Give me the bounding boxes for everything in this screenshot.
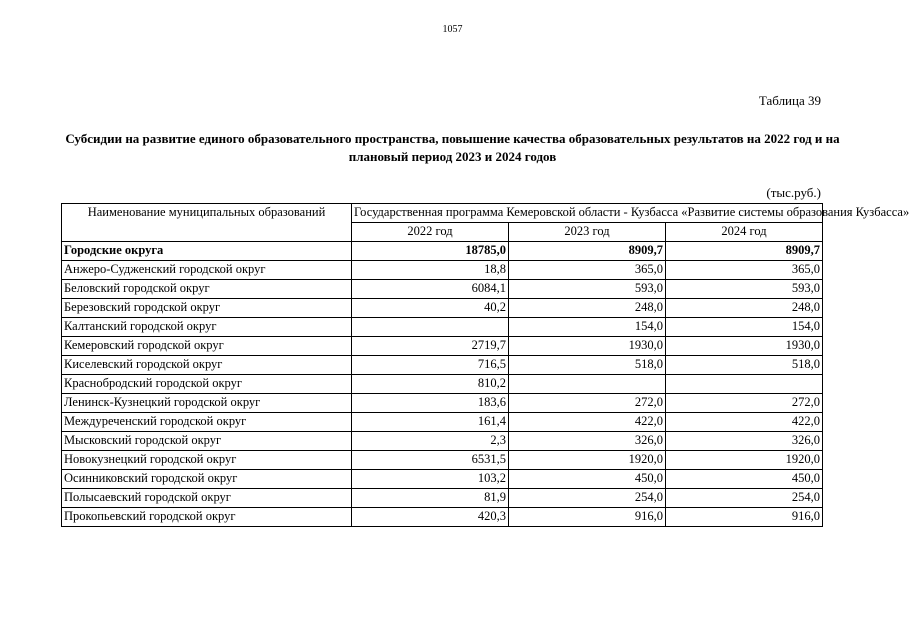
value-2022-cell: 183,6 bbox=[352, 394, 509, 413]
value-2023-cell: 326,0 bbox=[509, 432, 666, 451]
value-2023-cell: 154,0 bbox=[509, 318, 666, 337]
municipality-name-cell: Калтанский городской округ bbox=[62, 318, 352, 337]
value-2024-cell: 326,0 bbox=[666, 432, 823, 451]
value-2024-cell: 916,0 bbox=[666, 508, 823, 527]
municipality-name-cell: Прокопьевский городской округ bbox=[62, 508, 352, 527]
value-2023-cell: 518,0 bbox=[509, 356, 666, 375]
value-2024-cell: 248,0 bbox=[666, 299, 823, 318]
value-2022-cell: 103,2 bbox=[352, 470, 509, 489]
municipality-name-cell: Анжеро-Судженский городской округ bbox=[62, 261, 352, 280]
municipality-name-cell: Беловский городской округ bbox=[62, 280, 352, 299]
page-number: 1057 bbox=[442, 24, 463, 35]
value-2023-cell: 248,0 bbox=[509, 299, 666, 318]
table-row bbox=[62, 413, 823, 432]
municipality-name-cell: Мысковский городской округ bbox=[62, 432, 352, 451]
table-row bbox=[62, 337, 823, 356]
value-2023-cell: 593,0 bbox=[509, 280, 666, 299]
header-program: Государственная программа Кемеровской области - Кузбасса «Развитие системы образования Кузбасса» bbox=[352, 204, 823, 223]
municipality-name-cell: Березовский городской округ bbox=[62, 299, 352, 318]
table-row bbox=[62, 318, 823, 337]
header-year-2022: 2022 год bbox=[352, 223, 509, 242]
table-row bbox=[62, 299, 823, 318]
value-2024-cell: 272,0 bbox=[666, 394, 823, 413]
value-2024-cell: 254,0 bbox=[666, 489, 823, 508]
value-2024-cell: 450,0 bbox=[666, 470, 823, 489]
value-2024-cell: 8909,7 bbox=[666, 242, 823, 261]
value-2024-cell: 1920,0 bbox=[666, 451, 823, 470]
value-2022-cell: 81,9 bbox=[352, 489, 509, 508]
value-2024-cell: 593,0 bbox=[666, 280, 823, 299]
header-name-column: Наименование муниципальных образований bbox=[62, 204, 352, 242]
value-2023-cell: 1930,0 bbox=[509, 337, 666, 356]
table-row bbox=[62, 508, 823, 527]
table-row bbox=[62, 375, 823, 394]
table-label: Таблица 39 bbox=[758, 93, 821, 108]
value-2022-cell: 6531,5 bbox=[352, 451, 509, 470]
value-2023-cell: 450,0 bbox=[509, 470, 666, 489]
document-title: Субсидии на развитие единого образовательного пространства, повышение качества образовательных результатов на 2022 год и на плановый период 2023 и 2024 годов bbox=[65, 131, 840, 164]
municipality-name-cell: Полысаевский городской округ bbox=[62, 489, 352, 508]
value-2023-cell: 8909,7 bbox=[509, 242, 666, 261]
value-2023-cell: 272,0 bbox=[509, 394, 666, 413]
value-2023-cell: 254,0 bbox=[509, 489, 666, 508]
value-2022-cell: 161,4 bbox=[352, 413, 509, 432]
value-2024-cell bbox=[666, 375, 823, 394]
value-2022-cell: 810,2 bbox=[352, 375, 509, 394]
header-year-2024: 2024 год bbox=[666, 223, 823, 242]
municipality-name-cell: Городские округа bbox=[62, 242, 352, 261]
value-2024-cell: 1930,0 bbox=[666, 337, 823, 356]
table-row bbox=[62, 470, 823, 489]
value-2022-cell: 18,8 bbox=[352, 261, 509, 280]
value-2022-cell: 2719,7 bbox=[352, 337, 509, 356]
municipality-name-cell: Новокузнецкий городской округ bbox=[62, 451, 352, 470]
municipality-name-cell: Междуреченский городской округ bbox=[62, 413, 352, 432]
value-2022-cell: 716,5 bbox=[352, 356, 509, 375]
municipality-name-cell: Киселевский городской округ bbox=[62, 356, 352, 375]
value-2023-cell: 365,0 bbox=[509, 261, 666, 280]
value-2024-cell: 365,0 bbox=[666, 261, 823, 280]
table-row bbox=[62, 280, 823, 299]
municipality-name-cell: Краснобродский городской округ bbox=[62, 375, 352, 394]
value-2024-cell: 422,0 bbox=[666, 413, 823, 432]
value-2024-cell: 154,0 bbox=[666, 318, 823, 337]
units-label: (тыс.руб.) bbox=[766, 185, 821, 200]
table-row bbox=[62, 261, 823, 280]
table-row bbox=[62, 489, 823, 508]
value-2022-cell: 2,3 bbox=[352, 432, 509, 451]
table-row bbox=[62, 432, 823, 451]
value-2023-cell: 916,0 bbox=[509, 508, 666, 527]
municipality-name-cell: Кемеровский городской округ bbox=[62, 337, 352, 356]
table-row bbox=[62, 394, 823, 413]
table-row bbox=[62, 356, 823, 375]
header-year-2023: 2023 год bbox=[509, 223, 666, 242]
table-row bbox=[62, 451, 823, 470]
value-2024-cell: 518,0 bbox=[666, 356, 823, 375]
table-body bbox=[62, 242, 823, 527]
value-2022-cell bbox=[352, 318, 509, 337]
value-2022-cell: 40,2 bbox=[352, 299, 509, 318]
value-2023-cell: 422,0 bbox=[509, 413, 666, 432]
municipality-name-cell: Осинниковский городской округ bbox=[62, 470, 352, 489]
table-row bbox=[62, 242, 823, 261]
value-2022-cell: 18785,0 bbox=[352, 242, 509, 261]
subsidies-table bbox=[61, 203, 909, 527]
value-2023-cell bbox=[509, 375, 666, 394]
value-2023-cell: 1920,0 bbox=[509, 451, 666, 470]
municipality-name-cell: Ленинск-Кузнецкий городской округ bbox=[62, 394, 352, 413]
value-2022-cell: 6084,1 bbox=[352, 280, 509, 299]
value-2022-cell: 420,3 bbox=[352, 508, 509, 527]
